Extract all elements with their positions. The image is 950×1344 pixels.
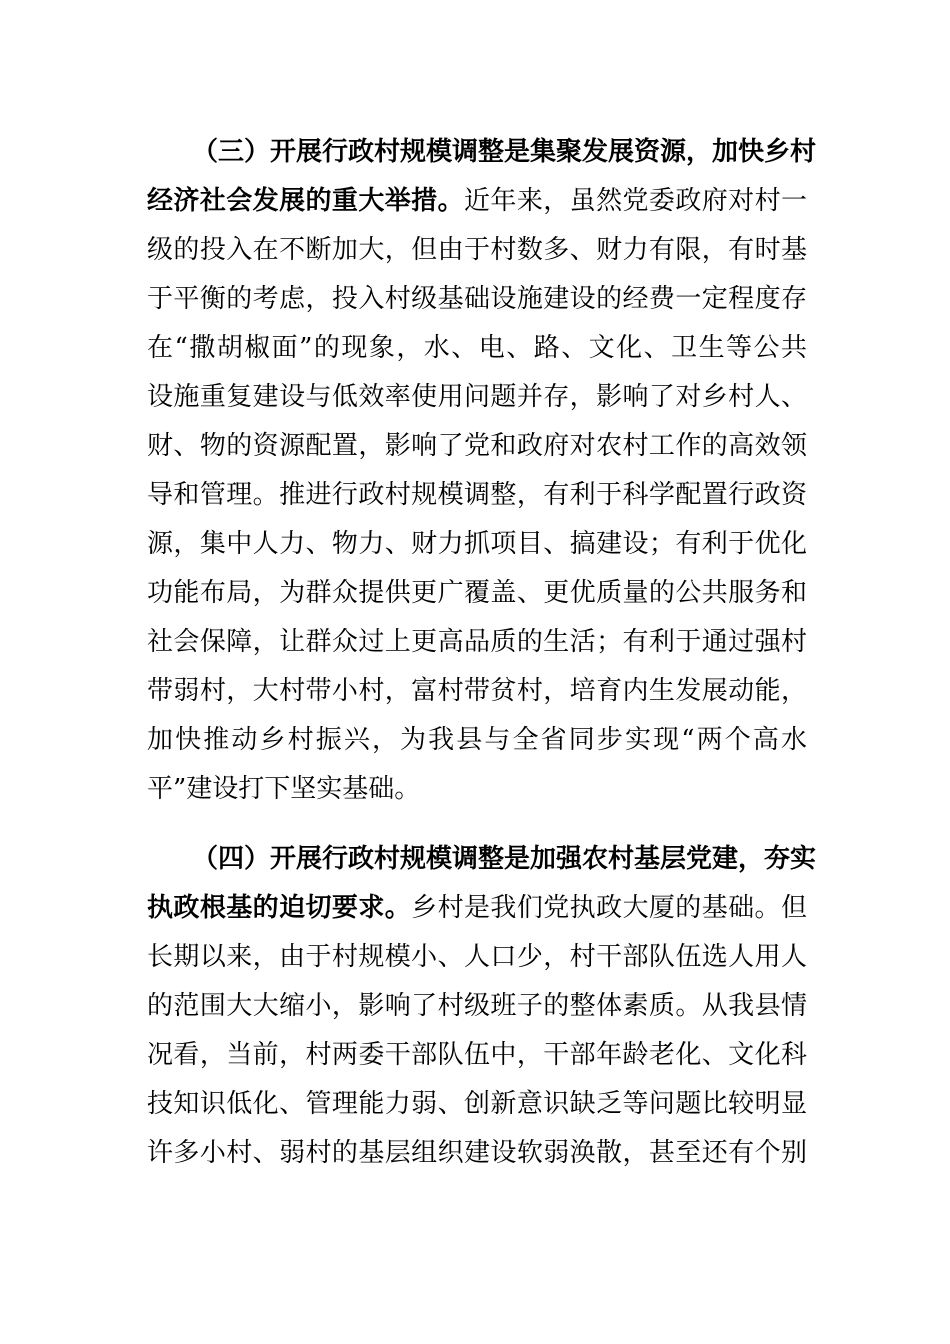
section3-body-text: 近年来，虽然党委政府对村一 bbox=[464, 186, 807, 216]
section3-body-line: 在“撒胡椒面”的现象，水、电、路、文化、卫生等公共 bbox=[147, 333, 807, 363]
section4-heading-bold-end: 执政根基的迫切要求。 bbox=[147, 893, 412, 923]
section3-heading-bold: （三）开展行政村规模调整是集聚发展资源，加快乡村 bbox=[192, 137, 817, 167]
section4-body-text: 乡村是我们党执政大厦的基础。但 bbox=[411, 893, 807, 923]
section4-body-line: 长期以来，由于村规模小、人口少，村干部队伍选人用人 bbox=[147, 942, 807, 972]
section3-body-line: 级的投入在不断加大，但由于村数多、财力有限，有时基 bbox=[147, 235, 807, 265]
section4-body-line: 技知识低化、管理能力弱、创新意识缺乏等问题比较明显 bbox=[147, 1089, 807, 1119]
section3-heading-line-1 bbox=[192, 132, 817, 172]
section4-body-line: 许多小村、弱村的基层组织建设软弱涣散，甚至还有个别 bbox=[147, 1138, 807, 1168]
section4-heading-line-1 bbox=[192, 839, 817, 879]
section4-body-line: 况看，当前，村两委干部队伍中，干部年龄老化、文化科 bbox=[147, 1040, 807, 1070]
section3-body-line: 设施重复建设与低效率使用问题并存，影响了对乡村人、 bbox=[147, 382, 807, 412]
section3-body-line: 导和管理。推进行政村规模调整，有利于科学配置行政资 bbox=[147, 480, 807, 510]
section3-body-line: 带弱村，大村带小村，富村带贫村，培育内生发展动能， bbox=[147, 676, 807, 706]
section3-body-line: 功能布局，为群众提供更广覆盖、更优质量的公共服务和 bbox=[147, 578, 807, 608]
section4-body-line: 的范围大大缩小，影响了村级班子的整体素质。从我县情 bbox=[147, 991, 807, 1021]
section3-heading-bold-end: 经济社会发展的重大举措。 bbox=[147, 186, 464, 216]
section3-body-line: 源，集中人力、物力、财力抓项目、搞建设；有利于优化 bbox=[147, 529, 807, 559]
section3-body-line: 于平衡的考虑，投入村级基础设施建设的经费一定程度存 bbox=[147, 284, 807, 314]
section3-body-line: 加快推动乡村振兴，为我县与全省同步实现“两个高水 bbox=[147, 725, 807, 755]
section4-heading-line-2 bbox=[147, 888, 807, 928]
section3-body-line: 财、物的资源配置，影响了党和政府对农村工作的高效领 bbox=[147, 431, 807, 461]
section3-body-line-last: 平”建设打下坚实基础。 bbox=[147, 774, 421, 804]
section3-heading-line-2 bbox=[147, 181, 807, 221]
section4-heading-bold: （四）开展行政村规模调整是加强农村基层党建，夯实 bbox=[192, 844, 817, 874]
section3-body-line: 社会保障，让群众过上更高品质的生活；有利于通过强村 bbox=[147, 627, 807, 657]
